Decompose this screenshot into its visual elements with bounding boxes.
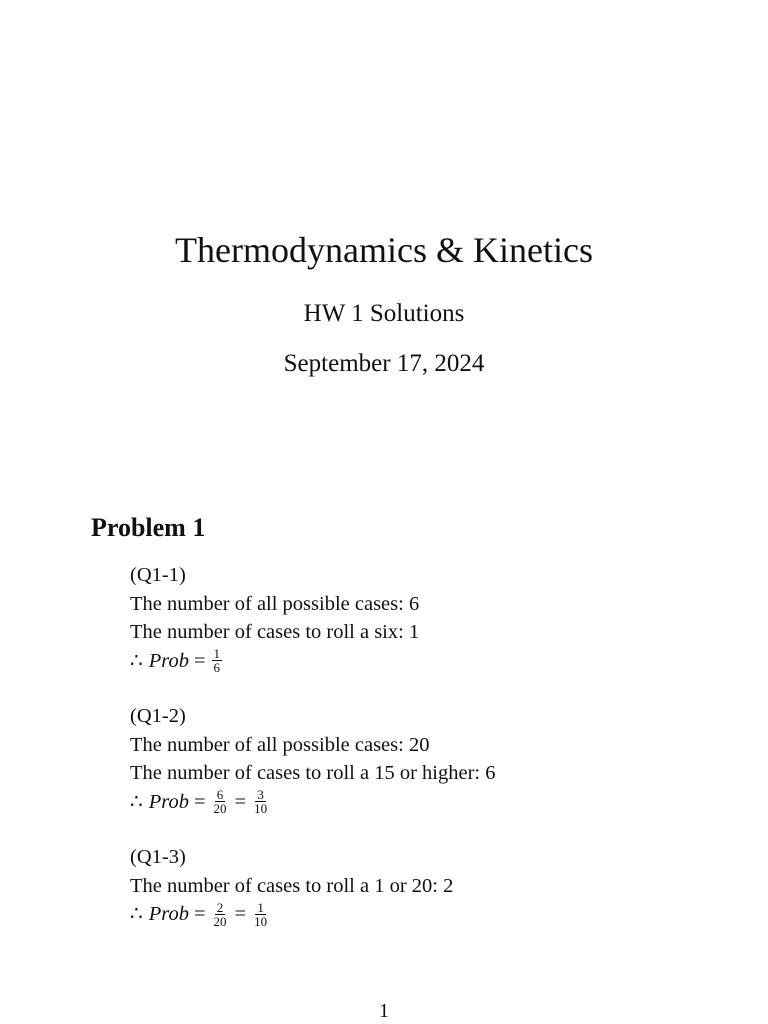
question-block-q1-3 [130,843,453,929]
question-line: The number of cases to roll a 15 or higher: 6 [130,762,496,784]
fraction-numerator: 6 [216,787,224,803]
title-block [0,228,768,272]
fraction-numerator: 2 [216,899,224,915]
equals-sign: = [234,903,247,925]
math-expression [130,900,270,929]
result-equation [130,647,419,676]
fraction [252,788,269,815]
problem-heading: Problem 1 [91,513,206,542]
fraction-denominator: 20 [213,801,227,817]
fraction-denominator: 6 [213,660,221,676]
page-number: 1 [379,1000,389,1022]
document-subtitle: HW 1 Solutions [303,300,465,327]
therefore-symbol: ∴ [130,790,143,813]
question-label: (Q1-1) [130,564,186,586]
result-equation [130,788,495,817]
equals-sign: = [193,649,206,672]
therefore-symbol: ∴ [130,903,143,925]
prob-variable: Prob [148,790,189,813]
question-label: (Q1-3) [130,846,186,868]
fraction-denominator: 10 [254,913,268,929]
fraction-numerator: 3 [257,787,264,803]
question-line: The number of cases to roll a six: 1 [130,621,420,643]
question-block-q1-2 [130,702,495,816]
fraction-numerator: 1 [257,899,264,915]
fraction [212,901,229,928]
equals-sign: = [193,903,206,925]
question-block-q1-1 [130,561,419,675]
fraction [252,901,269,928]
document-title: Thermodynamics & Kinetics [175,230,593,270]
prob-variable: Prob [148,649,189,672]
prob-variable: Prob [148,903,189,925]
result-equation [130,900,453,929]
question-label: (Q1-2) [130,705,186,727]
equals-sign: = [234,790,247,813]
therefore-symbol: ∴ [130,649,143,672]
question-line: The number of all possible cases: 20 [130,733,430,756]
fraction-denominator: 10 [254,801,268,817]
question-line: The number of all possible cases: 6 [130,592,420,615]
equals-sign: = [193,790,206,813]
fraction [212,647,223,674]
fraction-numerator: 1 [213,646,221,662]
fraction [212,788,229,815]
fraction-denominator: 20 [213,913,227,929]
math-expression [130,647,223,676]
math-expression [130,788,270,817]
question-line: The number of cases to roll a 1 or 20: 2 [130,874,454,897]
document-date: September 17, 2024 [283,350,485,377]
